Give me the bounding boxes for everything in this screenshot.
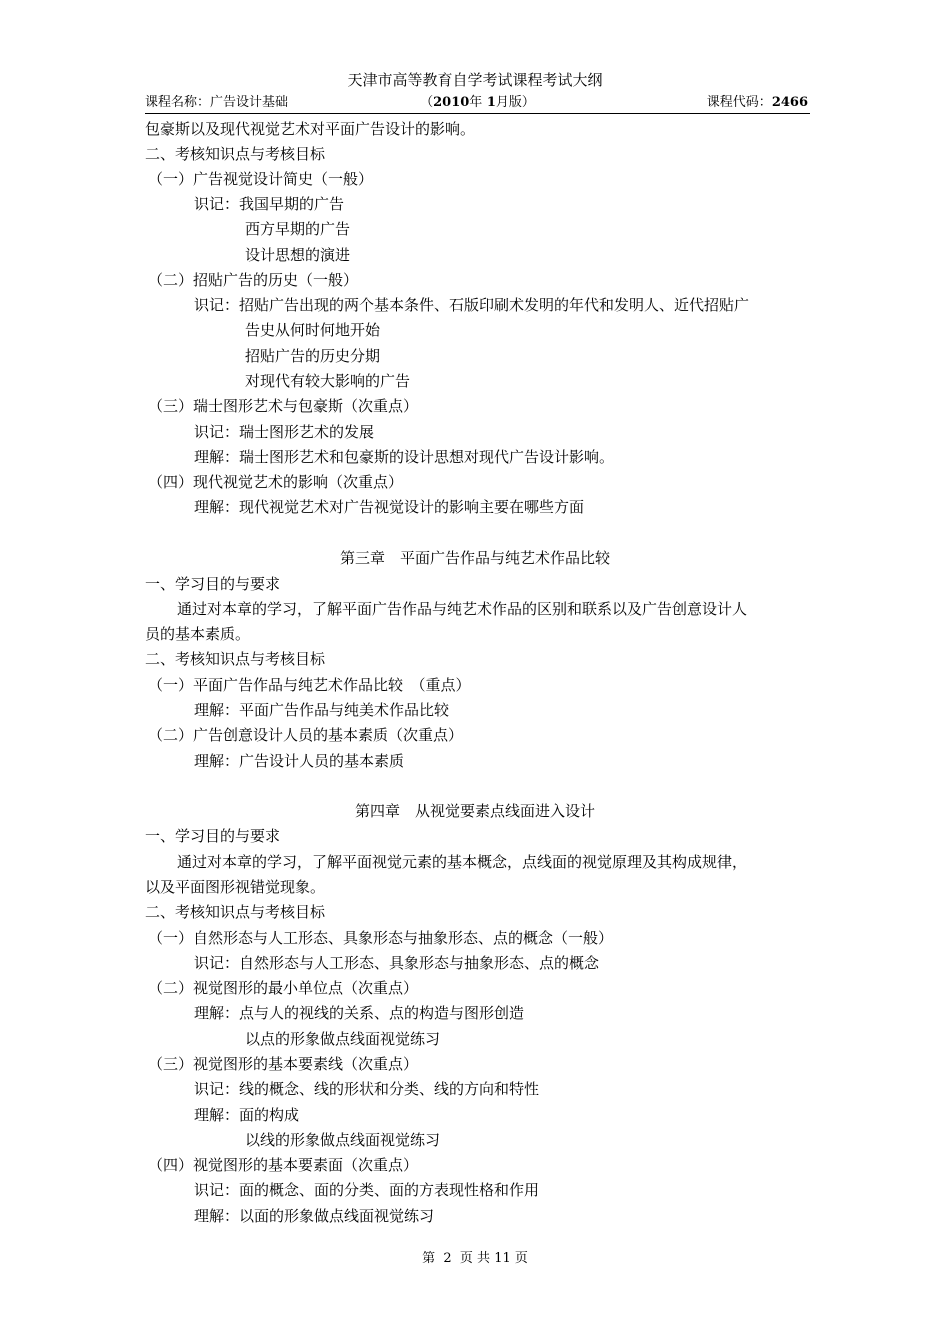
section-heading: 二、考核知识点与考核目标 [145, 145, 326, 163]
text-line: 包豪斯以及现代视觉艺术对平面广告设计的影响。 [145, 120, 476, 138]
text-line: 以线的形象做点线面视觉练习 [245, 1131, 441, 1149]
subsection-heading: （二）招贴广告的历史（一般） [148, 271, 359, 289]
text-line: 识记：我国早期的广告 [194, 195, 345, 213]
text-line: 识记：瑞士图形艺术的发展 [194, 423, 375, 441]
text-line: 识记：自然形态与人工形态、具象形态与抽象形态、点的概念 [194, 954, 600, 972]
text-line: 识记：招贴广告出现的两个基本条件、石版印刷术发明的年代和发明人、近代招贴广 [194, 296, 750, 314]
text-line: 设计思想的演进 [245, 246, 351, 264]
text-line: 对现代有较大影响的广告 [245, 372, 411, 390]
subsection-heading: （三）视觉图形的基本要素线（次重点） [148, 1055, 419, 1073]
course-code: 课程代码：2466 [706, 95, 808, 110]
text-line: 西方早期的广告 [245, 220, 351, 238]
course-name: 课程名称：广告设计基础 [145, 95, 289, 110]
paragraph-line: 通过对本章的学习，了解平面视觉元素的基本概念，点线面的视觉原理及其构成规律， [177, 853, 748, 871]
section-heading: 一、学习目的与要求 [145, 575, 281, 593]
document-header-title: 天津市高等教育自学考试课程考试大纲 [347, 71, 603, 89]
subsection-heading: （三）瑞士图形艺术与包豪斯（次重点） [148, 397, 419, 415]
text-line: 理解：点与人的视线的关系、点的构造与图形创造 [194, 1004, 525, 1022]
paragraph-line: 以及平面图形视错觉现象。 [145, 878, 326, 896]
text-line: 理解：平面广告作品与纯美术作品比较 [194, 701, 450, 719]
text-line: 识记：线的概念、线的形状和分类、线的方向和特性 [194, 1080, 540, 1098]
page-footer: 第 2 页 共 11 页 [422, 1251, 528, 1266]
text-line: 招贴广告的历史分期 [245, 347, 381, 365]
text-line: 告史从何时何地开始 [245, 321, 381, 339]
subsection-heading: （二）视觉图形的最小单位点（次重点） [148, 979, 419, 997]
subsection-heading: （四）现代视觉艺术的影响（次重点） [148, 473, 404, 491]
subsection-heading: （一）平面广告作品与纯艺术作品比较 （重点） [148, 676, 471, 694]
paragraph-line: 通过对本章的学习，了解平面广告作品与纯艺术作品的区别和联系以及广告创意设计人 [177, 600, 748, 618]
subsection-heading: （一）自然形态与人工形态、具象形态与抽象形态、点的概念（一般） [148, 929, 614, 947]
section-heading: 二、考核知识点与考核目标 [145, 650, 326, 668]
chapter-title: 第四章 从视觉要素点线面进入设计 [354, 802, 595, 820]
text-line: 以点的形象做点线面视觉练习 [245, 1030, 441, 1048]
text-line: 识记：面的概念、面的分类、面的方表现性格和作用 [194, 1181, 540, 1199]
subsection-heading: （四）视觉图形的基本要素面（次重点） [148, 1156, 419, 1174]
text-line: 理解：面的构成 [194, 1106, 300, 1124]
subsection-heading: （二）广告创意设计人员的基本素质（次重点） [148, 726, 464, 744]
section-heading: 二、考核知识点与考核目标 [145, 903, 326, 921]
subsection-heading: （一）广告视觉设计简史（一般） [148, 170, 374, 188]
text-line: 理解：广告设计人员的基本素质 [194, 752, 405, 770]
document-header-row [145, 93, 810, 114]
section-heading: 一、学习目的与要求 [145, 827, 281, 845]
chapter-title: 第三章 平面广告作品与纯艺术作品比较 [339, 549, 610, 567]
text-line: 理解：以面的形象做点线面视觉练习 [194, 1207, 435, 1225]
edition: （2010年 1月版） [420, 95, 535, 110]
paragraph-line: 员的基本素质。 [145, 625, 251, 643]
text-line: 理解：瑞士图形艺术和包豪斯的设计思想对现代广告设计影响。 [194, 448, 615, 466]
text-line: 理解：现代视觉艺术对广告视觉设计的影响主要在哪些方面 [194, 498, 585, 516]
